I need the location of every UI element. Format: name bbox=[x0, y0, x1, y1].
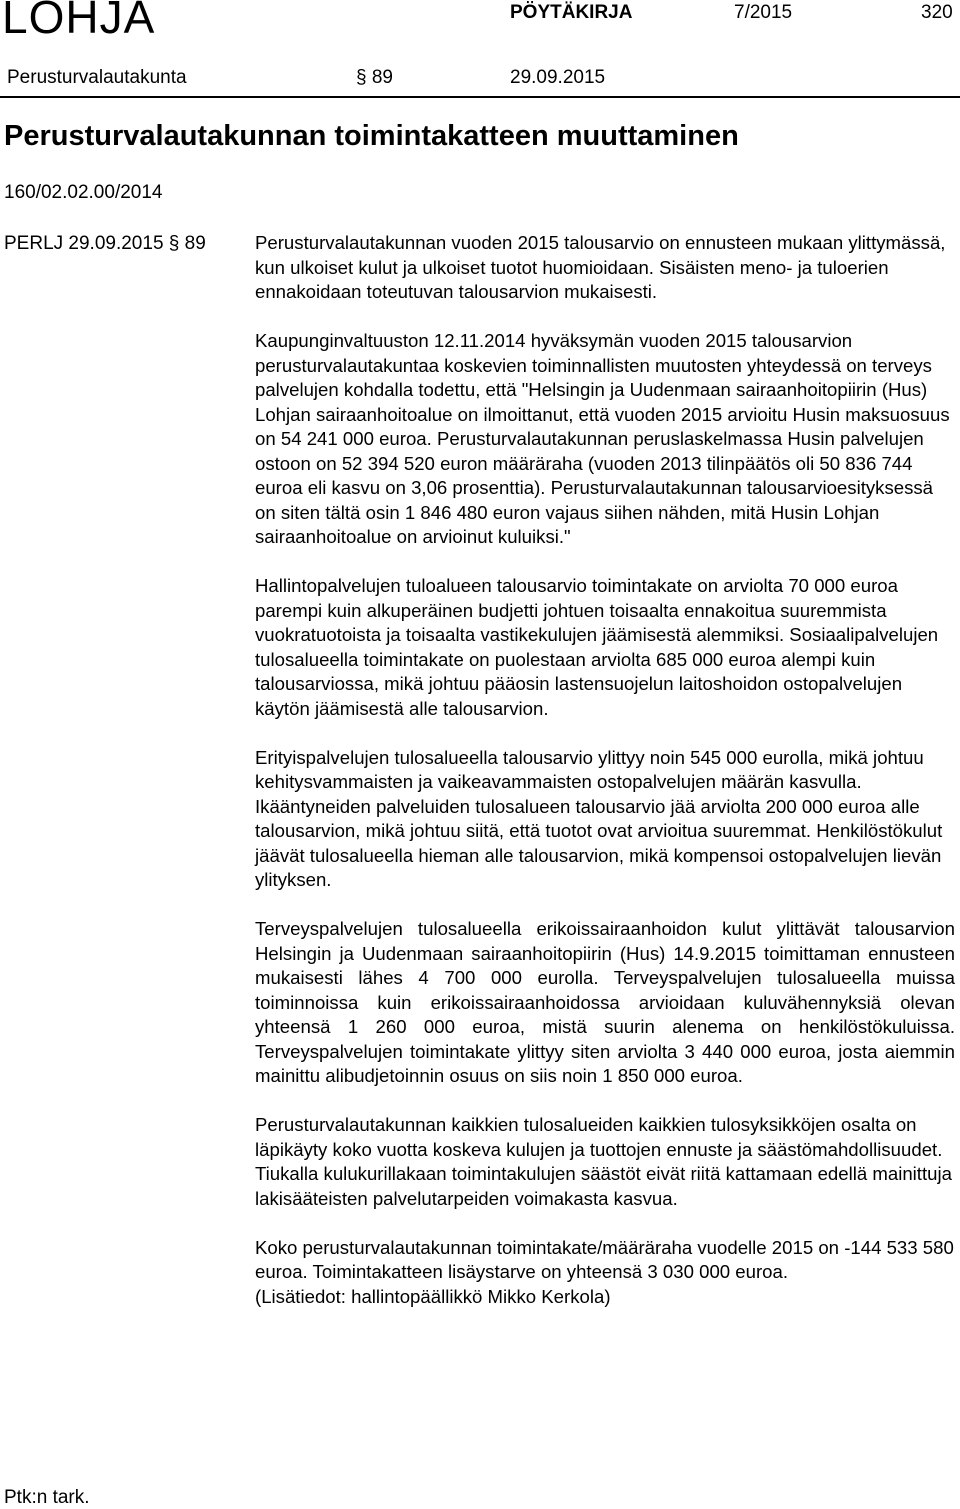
document-type: PÖYTÄKIRJA bbox=[510, 2, 633, 23]
paragraph-2: Kaupunginvaltuuston 12.11.2014 hyväksymän vuoden 2015 talousarvion perusturvalautakuntaa koskevien toiminnallisten muutosten yhteydessä on terveys palvelujen kohdalla todettu, että "Helsingin ja Uudenmaan sairaanhoitopiirin (Hus) Lohjan sairaanhoitoalue on ilmoittanut, että vuoden 2015 arvioitu Husin maksuosuus on 54 241 000 euroa. Perusturvalautakunnan peruslaskelmassa Husin palvelujen ostoon on 52 394 520 euron määräraha (vuoden 2013 tilinpäätös oli 50 836 744 euroa eli kasvu on 3,06 prosenttia). Perusturvalautakunnan talousarvioesityksessä on siten tältä osin 1 846 480 euron vajaus siihen nähden, mitä Husin Lohjan sairaanhoitoalue on arvioinut kuluiksi." bbox=[255, 330, 950, 547]
paragraph-3: Hallintopalvelujen tuloalueen talousarvio toimintakate on arviolta 70 000 euroa parempi kuin alkuperäinen budjetti johtuen toisaalta ennakoitua suuremmista vuokratuotoista ja toisaalta vastikekulujen jäämisestä alemmiksi. Sosiaalipalvelujen tulosalueella toimintakate on puolestaan arviolta 685 000 euroa alempi kuin talousarviossa, mikä johtuu pääosin lastensuojelun laitoshoidon ostopalvelujen käytön jäämisestä alle talousarvion. bbox=[255, 575, 939, 719]
minutes-checker-label: Ptk:n tark. bbox=[4, 1487, 90, 1508]
meeting-date: 29.09.2015 bbox=[510, 67, 606, 88]
paragraph-5: Terveyspalvelujen tulosalueella erikoissairaanhoidon kulut ylittävät talousarvion Helsingin ja Uudenmaan sairaanhoitopiirin (Hus) 14.9.2015 toimittaman ennusteen mukaisesti lähes 4 700 000 eurolla. Terveyspalvelujen tulosalueella muissa toiminnoissa kuin erikoissairaanhoidossa arvioidaan kuluvähennyksiä olevan yhteensä 1 260 000 euroa, mistä suurin alenema on henkilöstökuluissa. Terveyspalvelujen toimintakate ylittyy siten arviolta 3 440 000 euroa, josta aiemmin mainittu alibudjetoinnin osuus on siis noin 1 850 000 euroa. bbox=[255, 918, 955, 1086]
document-number: 7/2015 bbox=[734, 2, 793, 23]
page-number: 320 bbox=[921, 2, 953, 23]
meeting-reference: PERLJ 29.09.2015 § 89 bbox=[4, 233, 206, 254]
contact-info: (Lisätiedot: hallintopäällikkö Mikko Kerkola) bbox=[255, 1285, 611, 1307]
lohja-logo: LOHJA bbox=[2, 0, 156, 43]
paragraph-7: Koko perusturvalautakunnan toimintakate/määräraha vuodelle 2015 on -144 533 580 euroa. Toimintakatteen lisäystarve on yhteensä 3 030 000 euroa. bbox=[255, 1236, 954, 1282]
document-body bbox=[255, 231, 955, 1309]
committee-name: Perusturvalautakunta bbox=[7, 67, 187, 88]
paragraph-6: Perusturvalautakunnan kaikkien tulosalueiden kaikkien tulosyksikköjen osalta on läpikäyty koko vuotta koskeva kulujen ja tuottojen ennuste ja säästömahdollisuudet. Tiukalla kulukurillakaan toimintakulujen säästöt eivät riitä kattamaan edellä mainittuja lakisääteisten palvelutarpeiden voimakasta kasvua. bbox=[255, 1114, 952, 1209]
record-number: 160/02.02.00/2014 bbox=[4, 182, 163, 203]
header-divider bbox=[0, 96, 960, 98]
section-number: § 89 bbox=[356, 67, 393, 88]
paragraph-4: Erityispalvelujen tulosalueella talousarvio ylittyy noin 545 000 eurolla, mikä johtuu kehitysvammaisten ja vaikeavammaisten ostopalvelujen määrän kasvulla. Ikääntyneiden palveluiden tulosalueen talousarvio jää arviolta 200 000 euroa alle talousarvion, mikä johtuu siitä, että tuotot ovat arvioitua suuremmat. Henkilöstökulut jäävät tulosalueella hieman alle talousarvion, mikä kompensoi ostopalvelujen lievän ylityksen. bbox=[255, 746, 943, 890]
page-title: Perusturvalautakunnan toimintakatteen muuttaminen bbox=[4, 120, 739, 152]
paragraph-1: Perusturvalautakunnan vuoden 2015 talousarvio on ennusteen mukaan ylittymässä, kun ulkoiset kulut ja ulkoiset tuotot huomioidaan. Sisäisten meno- ja tuloerien ennakoidaan toteutuvan talousarvion mukaisesti. bbox=[255, 232, 946, 302]
